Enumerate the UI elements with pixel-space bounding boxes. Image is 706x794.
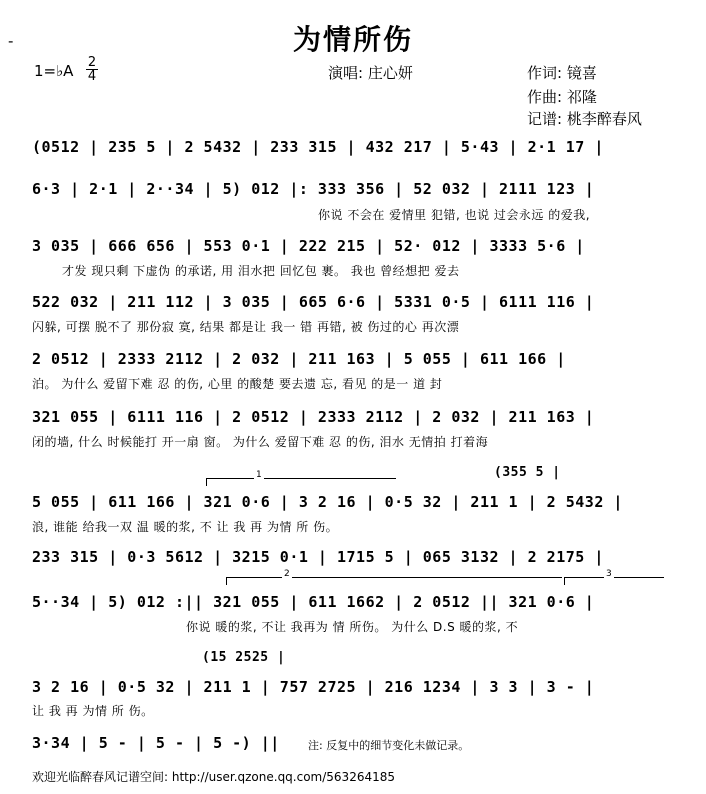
time-bottom: 4 [87,69,97,84]
time-signature [86,56,98,83]
notation-above-row-10: (15 2525 | [202,650,286,665]
lyrics-row-2: 你说 不会在 爱情里 犯错, 也说 过会永远 的爱我, [318,208,591,222]
volta-bracket-2-hook [226,577,227,585]
lyrics-row-4: 闪躲, 可摆 脱不了 那份寂 寞, 结果 都是让 我一 错 再错, 被 伤过的心 再次漂 [32,320,460,334]
lyrics-row-7: 浪, 谁能 给我一双 温 暖的浆, 不 让 我 再 为情 所 伤。 [32,520,339,534]
notation-row-8: 233 315 | 0·3 5612 | 3215 0·1 | 1715 5 | 065 3132 | 2 2175 | [32,548,604,566]
notation-above-row-7: (355 5 | [494,465,561,480]
composer: 作曲: 祁隆 [527,88,597,106]
song-title: 为情所伤 [292,23,413,56]
notation-row-9: 5··34 | 5) 012 :|| 321 055 | 611 1662 | 2 0512 || 321 0·6 | [32,593,595,611]
lyrics-row-9: 你说 暖的浆, 不让 我再为 情 所伤。 为什么 D.S 暖的浆, 不 [186,620,519,634]
notation-row-11: 3·34 | 5 - | 5 - | 5 -) || [32,734,280,752]
volta-bracket-1-hook [206,478,207,486]
volta-number-2: 2 [284,569,290,579]
lyrics-row-6: 闭的墙, 什么 时候能打 开一扇 窗。 为什么 爱留下难 忍 的伤, 泪水 无情拍 打着海 [32,435,489,449]
volta-bracket-3-hook [564,577,565,585]
lyrics-row-10: 让 我 再 为情 所 伤。 [32,704,154,718]
volta-bracket-1 [206,478,396,479]
volta-number-3: 3 [606,569,612,579]
lyrics-row-5: 泊。 为什么 爱留下难 忍 的伤, 心里 的酸楚 要去遗 忘, 看见 的是一 道 封 [32,377,443,391]
volta-bracket-2 [226,577,562,578]
lyrics-row-3: 才发 现只剩 下虚伪 的承诺, 用 泪水把 回忆包 裹。 我也 曾经想把 爱去 [62,264,460,278]
notation-row-5: 2 0512 | 2333 2112 | 2 032 | 211 163 | 5 055 | 611 166 | [32,350,566,368]
time-top: 2 [87,55,97,70]
singer: 演唱: 庄心妍 [328,64,413,82]
notation-row-3: 3 035 | 666 656 | 553 0·1 | 222 215 | 52· 012 | 3333 5·6 | [32,237,585,255]
volta-number-1: 1 [256,470,262,480]
transcription-note: 注: 反复中的细节变化未做记录。 [308,739,470,752]
footer-link-text: 欢迎光临醉春风记谱空间: http://user.qzone.qq.com/563264185 [32,770,396,784]
notation-row-10: 3 2 16 | 0·5 32 | 211 1 | 757 2725 | 216 1234 | 3 3 | 3 - | [32,678,595,696]
notation-row-6: 321 055 | 6111 116 | 2 0512 | 2333 2112 | 2 032 | 211 163 | [32,408,595,426]
key-signature: 1=♭A [34,62,74,80]
notation-row-2: 6·3 | 2·1 | 2··34 | 5) 012 |: 333 356 | 52 032 | 2111 123 | [32,180,595,198]
page-dash: - [8,32,14,50]
transcriber: 记谱: 桃李醉春风 [527,110,642,128]
notation-row-7: 5 055 | 611 166 | 321 0·6 | 3 2 16 | 0·5 32 | 211 1 | 2 5432 | [32,493,623,511]
lyricist: 作词: 镜喜 [527,64,597,82]
notation-row-1: (0512 | 235 5 | 2 5432 | 233 315 | 432 217 | 5·43 | 2·1 17 | [32,138,604,156]
notation-row-4: 522 032 | 211 112 | 3 035 | 665 6·6 | 5331 0·5 | 6111 116 | [32,293,595,311]
volta-bracket-3 [564,577,664,578]
